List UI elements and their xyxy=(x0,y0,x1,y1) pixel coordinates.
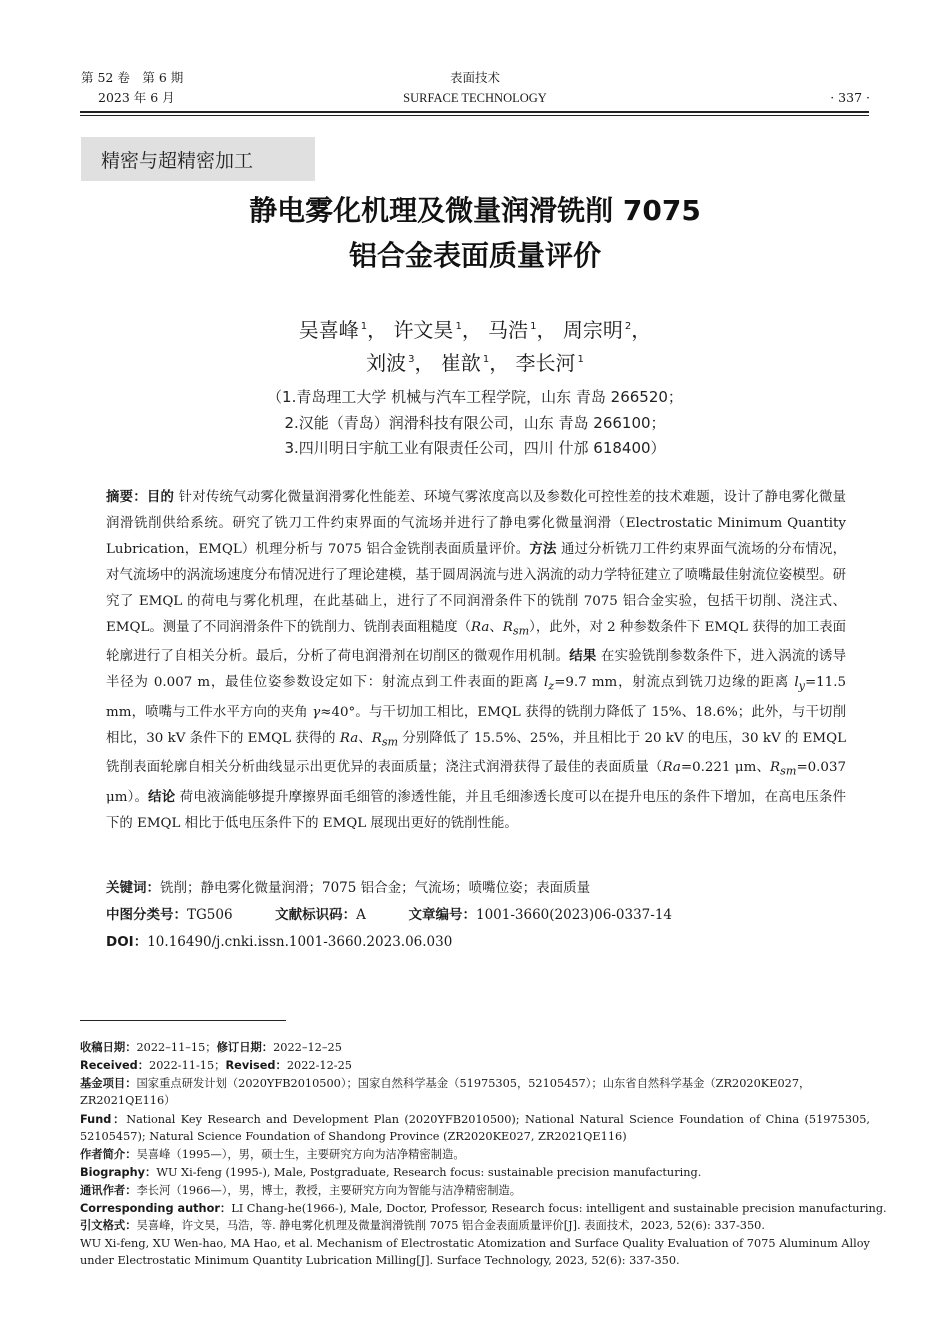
header-journal-cn: 表面技术 xyxy=(449,70,500,85)
abstract-purpose-label: 目的 xyxy=(146,490,175,505)
article-number-label: 文章编号： xyxy=(408,907,476,923)
footnote-value: 李长河（1966—），男，博士，教授，主要研究方向为智能与洁净精密制造。 xyxy=(136,1184,522,1197)
classification-line xyxy=(106,903,846,923)
footnote-label: Fund： xyxy=(80,1113,127,1126)
title-line-2: 铝合金表面质量评价 xyxy=(348,239,601,272)
symbol-ly-sub: y xyxy=(798,679,805,693)
header-date: 2023 年 6 月 xyxy=(98,90,175,105)
header-page-number: · 337 · xyxy=(830,90,870,105)
footnote-rule xyxy=(80,1020,286,1021)
clc-value: TG506 xyxy=(187,907,233,923)
keywords-label: 关键词： xyxy=(106,880,160,896)
author-name: 崔歆 xyxy=(440,351,481,375)
section-label-text: 精密与超精密加工 xyxy=(101,149,254,172)
abstract-result-a: 在实验铣削参数条件下，进入涡流的诱导半径为 0.007 m，最佳位姿参数设定如下：射流点到工件表面的距离 xyxy=(106,649,847,691)
author-affiliation-mark: 1 xyxy=(530,321,537,333)
affiliation-1: （1.青岛理工大学 机械与汽车工程学院，山东 青岛 266520； xyxy=(267,388,683,406)
author-line-1: 吴喜峰 $^1$， 许文昊 $^1$， 马浩 $^1$， 周宗明 $^2$， xyxy=(298,318,652,342)
footnote-received-en xyxy=(80,1057,870,1074)
doi-line xyxy=(106,930,846,950)
affiliation-3: 3.四川明日宇航工业有限责任公司，四川 什邡 618400） xyxy=(284,439,666,457)
footnote-value: 吴喜峰（1995—），男，硕士生，主要研究方向为洁净精密制造。 xyxy=(136,1148,465,1161)
doi-value: 10.16490/j.cnki.issn.1001-3660.2023.06.030 xyxy=(147,934,453,950)
abstract-method-b: ），此外，对 2 种参数条件下 EMQL 获得的加工表面轮廓进行了自相关分析。最后，分析了荷电润滑剂在切削区的微观作用机制。 xyxy=(106,619,847,665)
abstract-result-label: 结果 xyxy=(569,649,597,665)
abstract-method-label: 方法 xyxy=(529,541,557,557)
symbol-lz-l: l xyxy=(544,675,549,691)
symbol-gamma: γ xyxy=(312,704,321,720)
abstract-conclusion-label: 结论 xyxy=(148,789,176,805)
footnote-corr-cn xyxy=(80,1182,870,1199)
symbol-rsm-sub: sm xyxy=(512,624,530,638)
clc-label: 中图分类号： xyxy=(106,907,187,923)
symbol-ly-l: l xyxy=(794,675,799,691)
footnote-bio-en xyxy=(80,1164,870,1181)
abstract-method-a: 通过分析铣刀工件约束界面气流场的分布情况，对气流场中的涡流场速度分布情况进行了理论建模，基于圆周涡流与进入涡流的动力学特征建立了喷嘴最佳射流位姿模型。研究了 EMQL 的荷电与雾化机理，在此基础上，进行了不同润滑条件下的铣削 7075 铝合金实验，包括干切削、浇注式、EMQL。测量了不同润滑条件下的铣削力、铣削表面粗糙度（ xyxy=(106,541,846,635)
symbol-rsm-r: R xyxy=(371,730,382,746)
header-rule-thick xyxy=(80,111,869,113)
document-code-label: 文献标识码： xyxy=(275,907,357,923)
footnote-value: 2022-11-15； xyxy=(149,1059,226,1072)
abstract-result-e: 分别降低了 15.5%、25%，并且相比于 20 kV 的电压，30 kV 的 EMQL 铣削表面轮廓自相关分析曲线显示出更优异的表面质量；浇注式润滑获得了最佳的表面质量（ xyxy=(106,730,847,776)
author-affiliation-mark: 1 xyxy=(577,354,584,366)
footnote-fund-cn xyxy=(80,1075,870,1109)
author-affiliation-mark: 1 xyxy=(482,354,490,366)
abstract-result-c: =11.5 mm，喷嘴与工件水平方向的夹角 xyxy=(106,675,846,720)
footnote-value: 吴喜峰，许文昊，马浩，等. 静电雾化机理及微量润滑铣削 7075 铝合金表面质量评价[J]. 表面技术，2023, 52(6): 337-350. xyxy=(136,1219,765,1232)
footnote-label: Received： xyxy=(80,1059,150,1072)
author-name: 马浩 xyxy=(488,318,529,342)
symbol-ra: Ra xyxy=(662,760,681,776)
abstract-result-f: =0.221 μm、 xyxy=(680,760,771,776)
header-rule-thin xyxy=(80,115,869,116)
doi-label: DOI： xyxy=(106,934,148,950)
footnote-label: Corresponding author： xyxy=(80,1202,232,1215)
author-name: 李长河 xyxy=(515,351,576,375)
footnote-received-cn xyxy=(80,1039,870,1056)
footnote-label: 收稿日期： xyxy=(80,1041,137,1054)
footnote-bio-cn xyxy=(80,1146,870,1163)
footnote-value: LI Chang-he(1966-), Male, Doctor, Professor, Research focus: intelligent and sustainable precision manufacturing. xyxy=(231,1202,887,1215)
abstract-purpose: 针对传统气动雾化微量润滑雾化性能差、环境气雾浓度高以及参数化可控性差的技术难题，设计了静电雾化微量润滑铣削供给系统。研究了铣刀工件约束界面的气流场并进行了静电雾化微量润滑（Electrostatic Minimum Quantity Lubrication，EMQL）机理分析与 7075 铝合金铣削表面质量评价。 xyxy=(106,490,846,557)
symbol-ly xyxy=(794,675,805,693)
author-name: 刘波 xyxy=(366,351,407,375)
author-name: 吴喜峰 xyxy=(298,318,359,342)
abstract-label: 摘要： xyxy=(106,490,147,505)
symbol-rsm xyxy=(770,760,797,778)
footnote-value: 2022–11–15； xyxy=(136,1041,217,1054)
abstract xyxy=(106,485,846,836)
author-name: 许文昊 xyxy=(393,318,454,342)
abstract-result-b: =9.7 mm，射流点到铣刀边缘的距离 xyxy=(554,675,795,691)
keywords-text: 铣削；静电雾化微量润滑；7075 铝合金；气流场；喷嘴位姿；表面质量 xyxy=(160,880,591,896)
symbol-lz-sub: z xyxy=(548,679,555,693)
symbol-rsm-r: R xyxy=(502,619,513,635)
symbol-rsm xyxy=(371,730,399,749)
author-affiliation-mark: 3 xyxy=(408,354,415,366)
author-affiliation-mark: 1 xyxy=(360,321,368,333)
author-line-2: 刘波 $^3$， 崔歆 $^1$， 李长河 $^1$ xyxy=(366,351,584,375)
symbol-rsm-sub: sm xyxy=(780,764,797,778)
footnote-value: 2022-12-25 xyxy=(286,1059,352,1072)
footnote-label: 基金项目： xyxy=(80,1077,137,1090)
author-name: 周宗明 xyxy=(562,318,623,342)
footnote-fund-en xyxy=(80,1111,870,1145)
footnote-label: Revised： xyxy=(225,1059,287,1072)
author-affiliation-mark: 2 xyxy=(624,321,632,333)
article-number-value: 1001-3660(2023)06-0337-14 xyxy=(476,907,673,923)
header-volume: 第 52 卷 第 6 期 xyxy=(81,70,184,85)
symbol-rsm xyxy=(502,619,530,638)
footnote-citation-cn xyxy=(80,1217,870,1234)
footnote-label: Biography： xyxy=(80,1166,157,1179)
footnote-value: WU Xi-feng (1995-), Male, Postgraduate, Research focus: sustainable precision manufacturing. xyxy=(156,1166,702,1179)
footnote-label: 作者简介： xyxy=(80,1148,137,1161)
symbol-rsm-r: R xyxy=(770,760,781,776)
footnote-corr-en xyxy=(80,1200,887,1217)
symbol-separator: 、 xyxy=(489,619,503,635)
symbol-lz xyxy=(544,675,555,693)
abstract-conclusion: 荷电液滴能够提升摩擦界面毛细管的渗透性能，并且毛细渗透长度可以在提升电压的条件下增加，在高电压条件下的 EMQL 相比于低电压条件下的 EMQL 展现出更好的铣削性能。 xyxy=(106,789,847,831)
footnote-label: 修订日期： xyxy=(216,1041,274,1054)
footnote-value: National Key Research and Development Plan (2020YFB2010500); National Natural Science Foundation of China (51975305, 52105457); Natural Science Foundation of Shandong Province (ZR2020KE027, ZR2021QE116) xyxy=(80,1113,871,1143)
affiliation-2: 2.汉能（青岛）润滑科技有限公司，山东 青岛 266100； xyxy=(284,414,666,432)
author-affiliation-mark: 1 xyxy=(455,321,462,333)
symbol-ra: Ra xyxy=(470,619,490,635)
footnote-value: 2022–12–25 xyxy=(273,1041,342,1054)
symbol-ra: Ra xyxy=(339,730,359,746)
symbol-rsm-sub: sm xyxy=(381,735,399,749)
header-journal-en: SURFACE TECHNOLOGY xyxy=(403,91,547,105)
footnote-citation-en: WU Xi-feng, XU Wen-hao, MA Hao, et al. Mechanism of Electrostatic Atomization and Surface Quality Evaluation of 7075 Aluminum Alloy under Electrostatic Minimum Quantity Lubrication Milling[J]. Surface Technology, 2023, 52(6): 337-350. xyxy=(80,1237,870,1267)
footnote-label: 通讯作者： xyxy=(80,1184,137,1197)
section-label xyxy=(81,137,315,181)
title-line-1: 静电雾化机理及微量润滑铣削 7075 xyxy=(249,194,701,227)
abstract-result-d: ≈40°。与干切加工相比，EMQL 获得的铣削力降低了 15%、18.6%；此外，与干切削相比，30 kV 条件下的 EMQL 获得的 xyxy=(106,704,847,746)
footnote-value: 国家重点研发计划（2020YFB2010500）；国家自然科学基金（51975305，52105457）；山东省自然科学基金（ZR2020KE027，ZR2021QE116） xyxy=(80,1077,811,1107)
document-code-value: A xyxy=(356,907,366,923)
footnote-label: 引文格式： xyxy=(80,1219,137,1232)
keywords xyxy=(106,876,846,896)
abstract-result-g: =0.037 μm）。 xyxy=(106,760,846,805)
symbol-separator: 、 xyxy=(358,730,372,746)
